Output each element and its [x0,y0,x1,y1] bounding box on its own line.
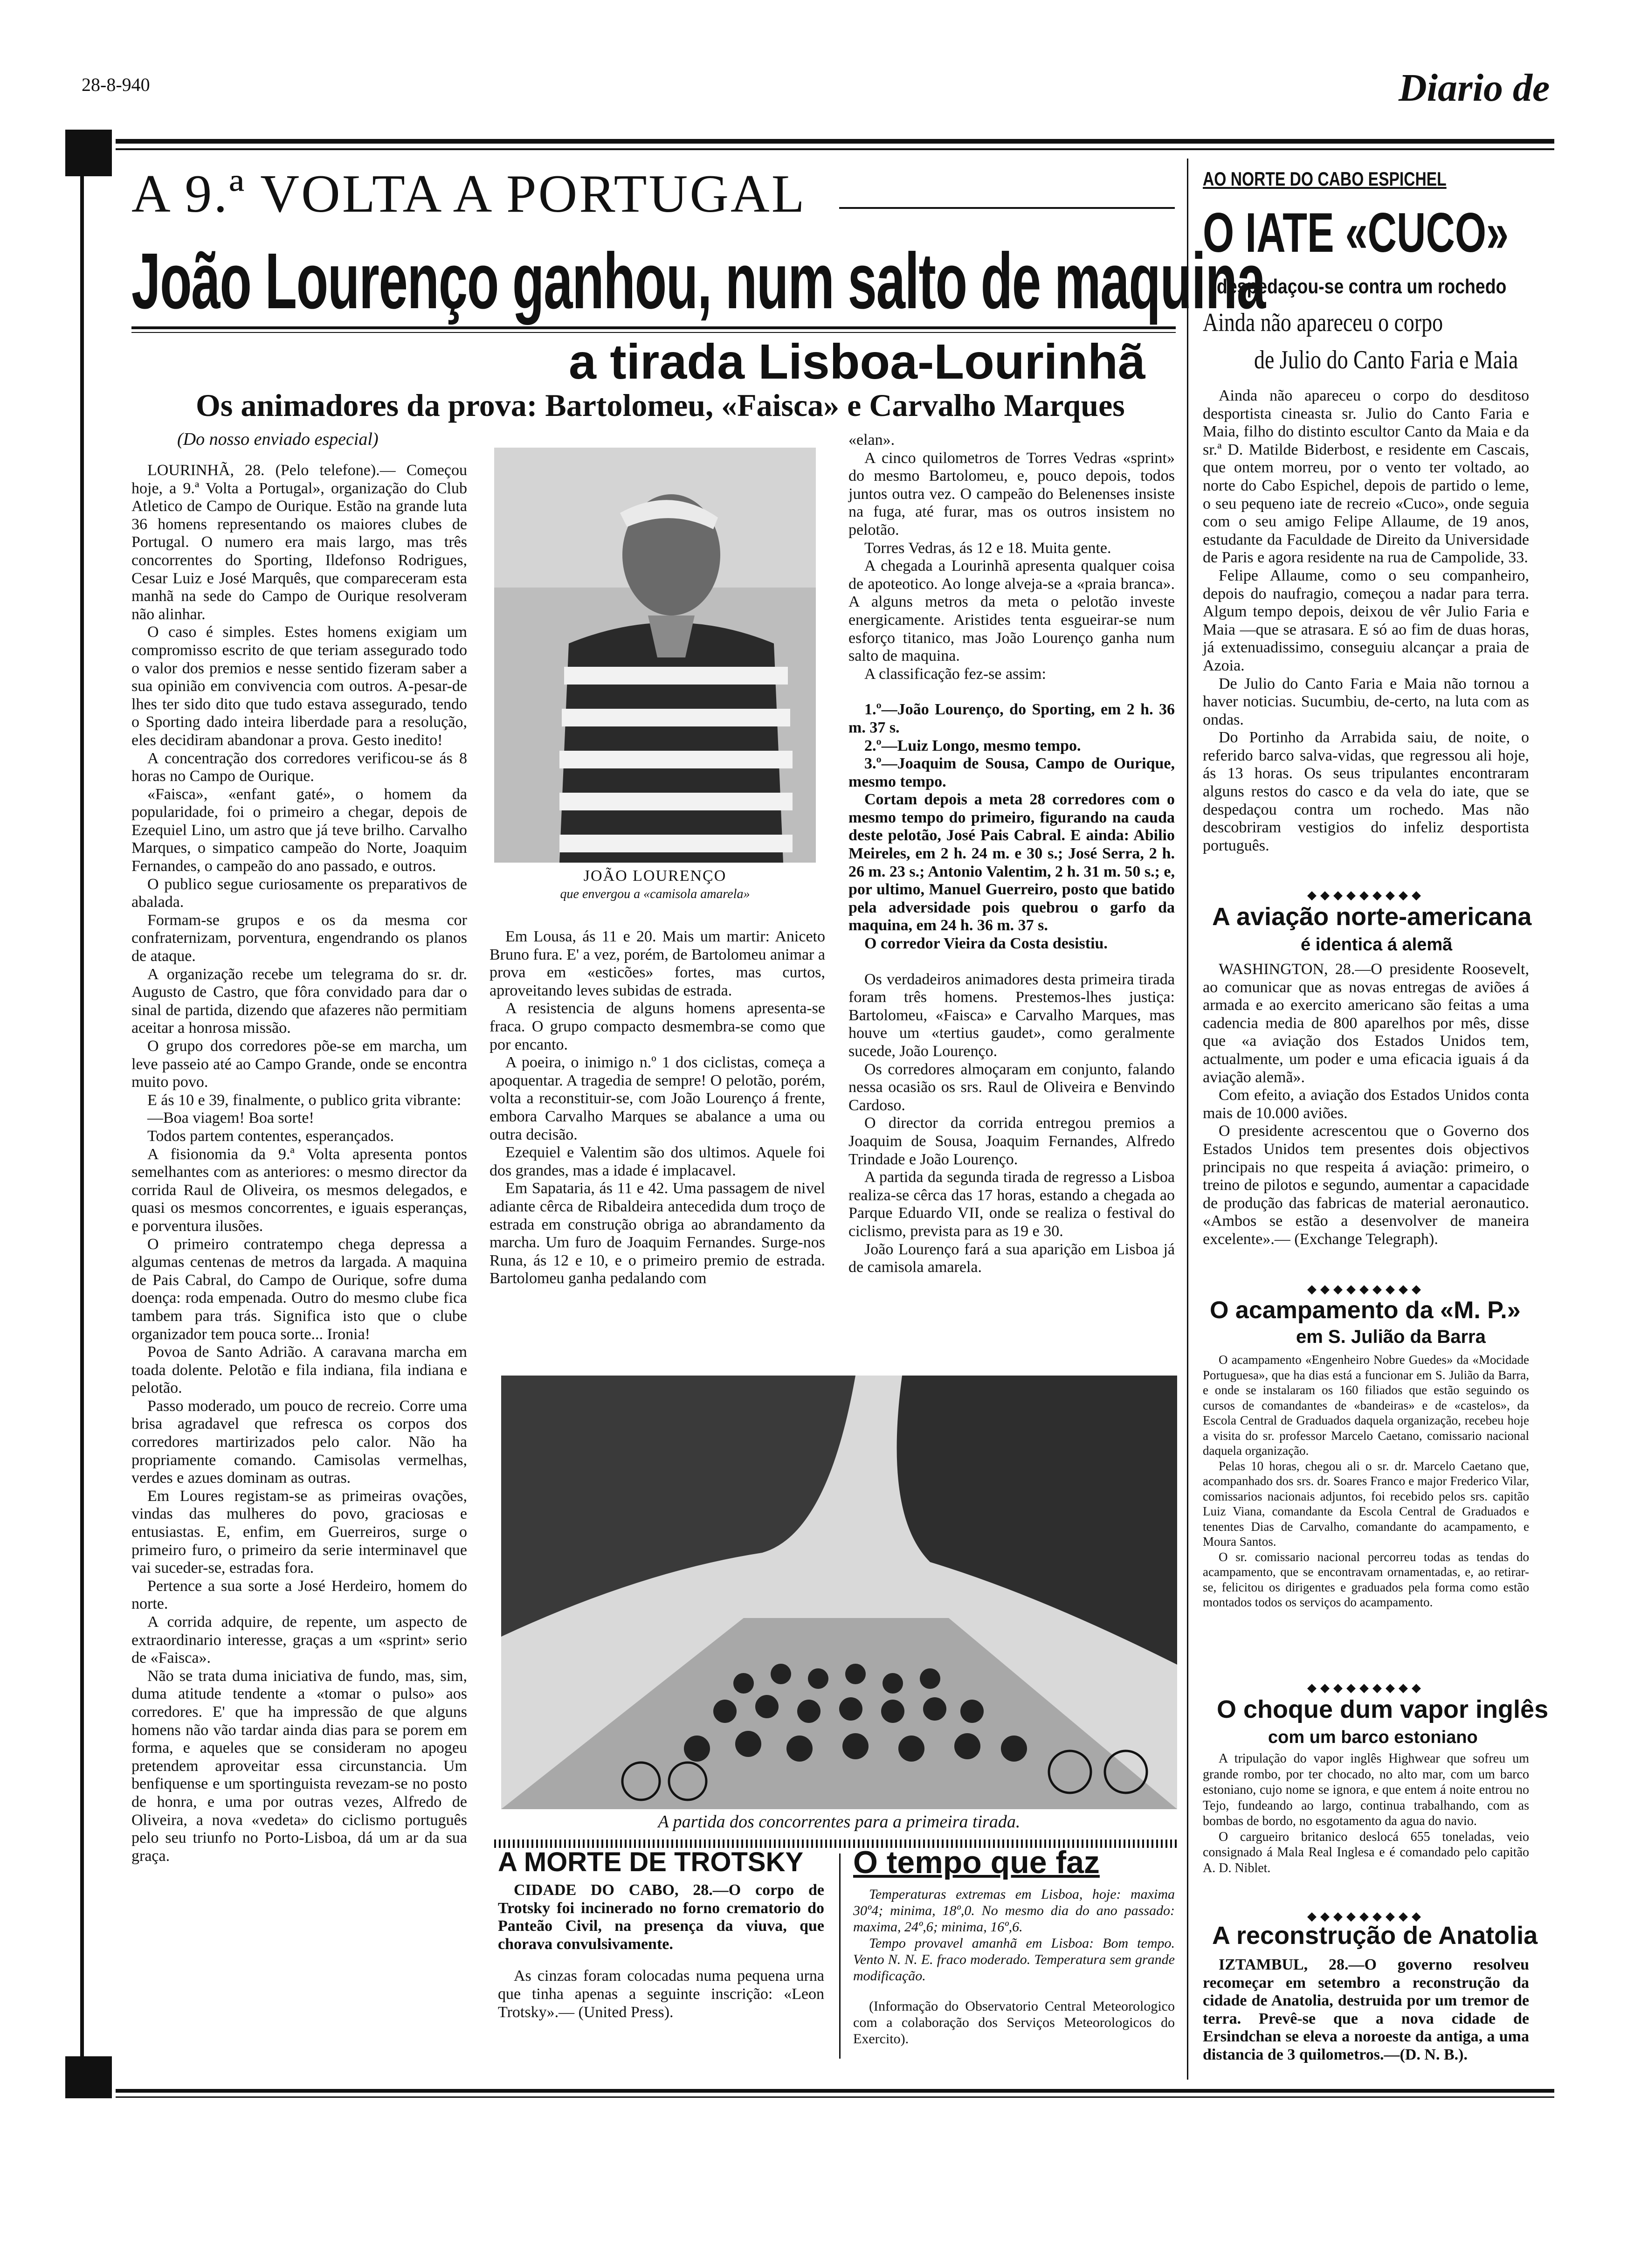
kicker-rule [839,207,1175,209]
classification-line: 1.º—João Lourenço, do Sporting, em 2 h. 36 m. 37 s. [848,701,1175,736]
headline-rule [131,326,1176,329]
column-divider [1187,159,1188,2080]
article-col-1 [131,462,467,1865]
weather-body [853,1886,1175,2047]
bottom-rule-thin [116,2096,1554,2098]
cyclist-portrait-photo [494,448,816,863]
article-paragraph: A resistencia de alguns homens apresenta-se fraca. O grupo compacto desmembra-se como que por encanto. [490,1000,825,1053]
page-date: 28-8-940 [82,74,150,95]
cuco-sub: despedaçou-se contra um rochedo [1217,275,1507,298]
paper-title: Diario de [1399,66,1550,110]
vapor-title: O choque dum vapor inglês [1217,1695,1549,1723]
article-paragraph: A fisionomia da 9.ª Volta apresenta pontos semelhantes com as anteriores: o mesmo director da corrida Raul de Oliveira, os mesmos delegados, e quasi os mesmos concorrentes, e iguais esperanças, e porventura ilusões. [131,1145,467,1235]
main-kicker: A 9.ª VOLTA A PORTUGAL [131,164,807,224]
article-paragraph: Os verdadeiros animadores desta primeira tirada foram três homens. Prestemos-lhes justiça: Bartolomeu, «Faisca» e Carvalho Marques, mas houve um «tertius gaudet», como geralmente sucede, João Lourenço. [848,970,1175,1060]
article-paragraph: LOURINHÃ, 28. (Pelo telefone).— Começou hoje, a 9.ª Volta a Portugal», organização do Club Atletico de Campo de Ourique. Estão na grande luta 36 homens representando os maiores clubes de Portugal. O numero era mais largo, mas três concorrentes do Sporting, Ildefonso Rodrigues, Cesar Luiz e José Marquês, que compareceram esta manhã na sede do Campo de Ourique resolveram não alinhar. [131,462,467,623]
trotsky-title: A MORTE DE TROTSKY [498,1847,804,1877]
anatolia-paragraph: IZTAMBUL, 28.—O governo resolveu recomeçar em setembro a reconstrução da cidade de Anatolia, destruida por um tremor de terra. Prevê-se que a nova cidade de Ersindchan se eleva a noroeste da antiga, a uma distancia de 3 quilometros.—(D. N. B.). [1203,1956,1529,2063]
bottom-rule [116,2089,1554,2093]
article-paragraph: O publico segue curiosamente os preparativos de abalada. [131,875,467,911]
main-subhead: a tirada Lisboa-Lourinhã [569,334,1145,389]
article-paragraph: Em Loures registam-se as primeiras ovações, vindas das mulheres do povo, graciosas e entusiastas. E, enfim, em Guerreiros, surge o primeiro furo, o primeiro da serie interminavel que vai suceder-se, estradas fora. [131,1487,467,1577]
article-paragraph: A organização recebe um telegrama do sr. dr. Augusto de Castro, que fôra convidado para dar o sinal de partida, dizendo que afazeres não permitiam aceitar a honrosa missão. [131,965,467,1037]
left-margin-marker [65,130,112,176]
vapor-sub: com um barco estoniano [1268,1728,1478,1747]
classification-line: Cortam depois a meta 28 corredores com o mesmo tempo do primeiro, figurando na cauda deste pelotão, José Pais Cabral. E ainda: Abilio Meireles, em 2 h. 24 m. e 30 s.; José Serra, 2 h. 26 m. 23 s.; Antonio Valentim, 2 h. 31 m. 50 s.; e, por ultimo, Manuel Guerreiro, posto que batido pela adversidade pois quebrou o garfo da maquina, em 24 h. 36 m. 37 s. [848,791,1175,934]
article-paragraph: O caso é simples. Estes homens exigiam um compromisso escrito de que teriam assegurado todo o valor dos premios e nesse sentido fizeram saber a sua opinião em convivencia com outros. A-pesar-de lhes ter sido dito que tudo estava assegurado, tendo o Sporting dado inteira liberdade para a resolução, eles decidiram abandonar a prova. Gesto inedito! [131,623,467,749]
peloton-image [501,1376,1177,1809]
aviacao-paragraph: WASHINGTON, 28.—O presidente Roosevelt, ao comunicar que as novas entregas de aviões á armada e ao exercito americano são feitas a uma cadencia media de 800 aparelhos por mês, disse que «a aviação dos Estados Unidos tem, actualmente, um poder e uma eficacia iguais á da aviação alemã». [1203,961,1529,1086]
weather-paragraph: Temperaturas extremas em Lisboa, hoje: maxima 30º4; minima, 18º,0. No mesmo dia do ano passado: maxima, 24º,6; minima, 16º,6. [853,1887,1175,1935]
aviacao-title: A aviação norte-americana [1212,903,1532,931]
vapor-paragraph: O cargueiro britanico deslocá 655 toneladas, veio consignado á Mala Real Inglesa e é comandado pelo capitão A. D. Niblet. [1203,1829,1529,1875]
article-paragraph: Em Sapataria, ás 11 e 42. Uma passagem de nivel adiante cêrca de Ribaldeira antecedida dum troço de estrada em construção obriga ao abrandamento da marcha. Um furo de Joaquim Fernandes. Surge-nos Runa, ás 12 e 10, e o primeiro premio de estrada. Bartolomeu ganha pedalando com [490,1180,825,1287]
main-headline: João Lourenço ganhou, num salto de maquina [131,237,1265,325]
acampamento-title: O acampamento da «M. P.» [1210,1297,1521,1324]
left-margin-rule [80,139,84,2097]
weather-paragraph: Tempo provavel amanhã em Lisboa: Bom tempo. Vento N. N. E. fraco moderado. Temperatura sem grande modificação. [853,1936,1175,1984]
article-paragraph: Em Lousa, ás 11 e 20. Mais um martir: Aniceto Bruno fura. E' a vez, porém, de Bartolomeu animar a prova em «esticões» fortes, mas curtos, aproveitando leves subidas de estrada. [490,928,825,999]
vapor-paragraph: A tripulação do vapor inglês Highwear que sofreu um grande rombo, por ter chocado, no alto mar, com um barco estoniano, cujo nome se ignora, e que entem á noite entrou no Tejo, fundeando ao largo, continua trabalhando, com as bombas de bordo, no esgotamento da agua do navio. [1203,1751,1529,1828]
article-paragraph: Passo moderado, um pouco de recreio. Corre uma brisa agradavel que refresca os corpos dos corredores martirizados pelo calor. Não ha propriamente comando. Camisolas vermelhas, verdes e azues dominam as outras. [131,1397,467,1487]
trotsky-paragraph: As cinzas foram colocadas numa pequena urna que tinha apenas a seguinte inscrição: «Leon Trotsky».— (United Press). [498,1967,824,2021]
article-paragraph: Ezequiel e Valentim são dos ultimos. Aquele foi dos grandes, mas a idade é implacavel. [490,1144,825,1179]
anatolia-body [1203,1956,1529,2064]
vapor-body [1203,1751,1529,1876]
peloton-photo [501,1376,1177,1809]
portrait-subcaption: que envergou a «camisola amarela» [560,887,750,901]
article-paragraph: —Boa viagem! Boa sorte! [147,1109,314,1127]
cuco-sub2a: Ainda não apareceu o corpo [1203,308,1443,337]
aviacao-paragraph: O presidente acrescentou que o Governo dos Estados Unidos tem presentes dois objectivos principais no que respeita á aviação: primeiro, o treino de pilotos e segundo, aumentar a capacidade de produção das fabricas de material aeronautico. «Ambos se estão a desenvolver de maneira excelente».— (Exchange Telegraph). [1203,1122,1529,1248]
byline: (Do nosso enviado especial) [177,429,379,449]
article-paragraph: Pertence a sua sorte a José Herdeiro, homem do norte. [131,1577,467,1613]
acampamento-paragraph: O sr. comissario nacional percorreu todas as tendas do acampamento, que se encontravam ornamentadas, e, ao retirar-se, felicitou os dirigentes e graduados pela forma como estão montados todos os serviços do acampamento. [1203,1549,1529,1609]
article-paragraph: A partida da segunda tirada de regresso a Lisboa realiza-se cêrca das 17 horas, estando a chegada ao Parque Eduardo VII, onde se realiza o festival do ciclismo, prevista para as 19 e 30. [848,1169,1175,1240]
acampamento-paragraph: O acampamento «Engenheiro Nobre Guedes» da «Mocidade Portuguesa», que ha dias está a funcionar em S. Julião da Barra, e onde se instalaram os 160 filiados que estão seguindo os cursos de comandantes de «bandeiras» e de «castelos», da Escola Central de Graduados daquela organização, recebeu hoje a visita do sr. professor Marcelo Caetano, comissario nacional daquela organização. [1203,1353,1529,1458]
article-paragraph: A classificação fez-se assim: [864,665,1046,683]
article-paragraph: Todos partem contentes, esperançados. [147,1127,394,1145]
article-paragraph: Torres Vedras, ás 12 e 18. Muita gente. [864,539,1111,557]
weather-title: O tempo que faz [853,1845,1100,1880]
headline-rule-2 [131,332,1176,333]
cuco-sub2b: de Julio do Canto Faria e Maia [1254,346,1518,374]
article-paragraph: «Faisca», «enfant gaté», o homem da popularidade, foi o primeiro a chegar, depois de Ezequiel Lino, um astro que já teve brilho. Carvalho Marques, o simpatico campeão do Norte, Joaquim Fernandes, o campeão do ano passado, e outros. [131,785,467,875]
cuco-paragraph: De Julio do Canto Faria e Maia não tornou a haver noticias. Sucumbiu, de-certo, na luta com as ondas. [1203,675,1529,728]
article-paragraph: A concentração dos corredores verificou-se ás 8 horas no Campo de Ourique. [131,749,467,785]
article-paragraph: Não se trata duma iniciativa de fundo, mas, sim, duma atitude tendente a «tomar o pulso» aos corredores. E' que ha impressão de que alguns homens não vão tardar ainda dias para se porem em forma, e aqueles que se consideram no apogeu pretendem aproveitar essa circunstancia. Um benfiquense e um sportinguista revezam-se no posto de honra, e uma por outras vezes, Alfredo de Oliveira, a nova «vedeta» do ciclismo português pelo seu triunfo no Porto-Lisboa, dá um ar da sua graça. [131,1667,467,1865]
classification-line: O corredor Vieira da Costa desistiu. [864,935,1108,953]
article-paragraph: Os corredores almoçaram em conjunto, falando nessa ocasião os srs. Raul de Oliveira e Benvindo Cardoso. [848,1060,1175,1114]
article-paragraph: João Lourenço fará a sua aparição em Lisboa já de camisola amarela. [848,1240,1175,1276]
top-rule [116,139,1554,144]
classification-line: 2.º—Luiz Longo, mesmo tempo. [864,737,1081,754]
cuco-paragraph: Felipe Allaume, como o seu companheiro, depois do naufragio, começou a nadar para terra. Algum tempo depois, deixou de vêr Julio Faria e Maia —que se atrasara. E só ao fim de duas horas, já extenuadissimo, conseguiu alcançar a praia de Azoia. [1203,567,1529,674]
classification-line: 3.º—Joaquim de Sousa, Campo de Ourique, mesmo tempo. [848,755,1175,790]
aviacao-paragraph: Com efeito, a aviação dos Estados Unidos conta mais de 10.000 aviões. [1203,1086,1529,1122]
article-paragraph: Povoa de Santo Adrião. A caravana marcha em toada dolente. Pelotão e fila indiana, fila indiana e pelotão. [131,1343,467,1397]
article-col-2 [490,928,825,1288]
acampamento-paragraph: Pelas 10 horas, chegou ali o sr. dr. Marcelo Caetano que, acompanhado dos srs. dr. Soares Franco e major Frederico Vilar, comissarios nacionais adjuntos, foi recebido pelos srs. capitão Luiz Viana, comandante da Escola Central de Graduados e tenentes Dias de Carvalho, comandante do acampamento, e Moura Santos. [1203,1459,1529,1549]
section-separator: ◆◆◆◆◆◆◆◆◆ [1307,888,1425,902]
trotsky-body [498,1881,824,2021]
peloton-caption: A partida dos concorrentes para a primeira tirada. [658,1812,1020,1832]
article-paragraph: A poeira, o inimigo n.º 1 dos ciclistas, começa a apoquentar. A tragedia de sempre! O pelotão, porém, volta a reconstituir-se, com João Lourenço á frente, embora Carvalho Marques se abalance a uma ou outra decisão. [490,1054,825,1143]
acampamento-sub: em S. Julião da Barra [1296,1327,1486,1347]
acampamento-body [1203,1352,1529,1610]
article-paragraph: Formam-se grupos e os da mesma cor confraternizam, porventura, engendrando os planos de ataque. [131,911,467,965]
section-separator: ◆◆◆◆◆◆◆◆◆ [1307,1909,1425,1923]
cuco-paragraph: Ainda não apareceu o corpo do desditoso desportista cineasta sr. Julio do Canto Faria e Maia, filho do distinto escultor Canto da Maia e da sr.ª D. Matilde Biderbost, e residente em Cascais, que ontem morreu, por o vento ter voltado, ao norte do Cabo Espichel, depois de partido o leme, o seu pequeno iate de recreio «Cuco», onde seguia com o seu amigo Felipe Allaume, de 19 anos, estudante da Faculdade de Direito da Universidade de Paris e agora residente na rua de Campolide, 33. [1203,387,1529,567]
article-paragraph: O primeiro contratempo chega depressa a algumas centenas de metros da largada. A maquina de Pais Cabral, do Campo de Ourique, sofre duma doença: roda empenada. Outro do mesmo clube fica tambem para trás. Significa isto que o clube organizador tem pouca sorte... Ironia! [131,1235,467,1343]
section-separator: ◆◆◆◆◆◆◆◆◆ [1307,1681,1425,1694]
cuco-title: O IATE «CUCO» [1203,201,1509,264]
aviacao-sub: é identica á alemã [1301,935,1453,954]
section-separator: ◆◆◆◆◆◆◆◆◆ [1307,1282,1425,1296]
cuco-body [1203,387,1529,855]
article-paragraph: A cinco quilometros de Torres Vedras «sprint» do mesmo Bartolomeu, e, pouco depois, todos juntos outra vez. O campeão do Belenenses insiste na fuga, até furar, mas os outros insistem no pelotão. [848,449,1175,539]
main-deck: Os animadores da prova: Bartolomeu, «Faisca» e Carvalho Marques [196,387,1125,423]
portrait-caption: JOÃO LOURENÇO [583,867,727,885]
aviacao-body [1203,961,1529,1249]
article-paragraph: E ás 10 e 39, finalmente, o publico grita vibrante: [147,1091,462,1109]
weather-paragraph: (Informação do Observatorio Central Meteorologico com a colaboração dos Serviços Meteorologicos do Exercito). [853,1998,1175,2047]
article-paragraph: «elan». [848,431,895,449]
article-paragraph: A chegada a Lourinhã apresenta qualquer coisa de apoteotico. Ao longe alveja-se a «praia branca». A alguns metros da meta o pelotão investe energicamente. Aristides tenta esgueirar-se num esforço titanico, mas João Lourenço ganha num salto de maquina. [848,557,1175,665]
article-paragraph: O grupo dos corredores põe-se em marcha, um leve passeio até ao Campo Grande, onde se encontra muito povo. [131,1037,467,1091]
cuco-paragraph: Do Portinho da Arrabida saiu, de noite, o referido barco salva-vidas, que regressou ali hoje, ás 13 horas. Os seus tripulantes encontraram alguns restos do casco e da vela do iate, que se despedaçou contra um rochedo. Mas não descobriram vestigios do infeliz desportista português. [1203,729,1529,854]
left-margin-marker-bottom [65,2056,112,2098]
trotsky-paragraph: CIDADE DO CABO, 28.—O corpo de Trotsky foi incinerado no forno crematorio do Panteão Civil, na presença da viuva, que chorava convulsivamente. [498,1881,824,1953]
weather-divider [839,1853,841,2059]
cuco-kicker: AO NORTE DO CABO ESPICHEL [1203,168,1447,190]
top-rule-thin [116,148,1554,150]
article-col-3 [848,431,1175,1277]
article-paragraph: O director da corrida entregou premios a Joaquim de Sousa, Joaquim Fernandes, Alfredo Trindade e João Lourenço. [848,1114,1175,1168]
cyclist-portrait-image [494,448,816,863]
anatolia-title: A reconstrução de Anatolia [1212,1922,1538,1950]
article-paragraph: A corrida adquire, de repente, um aspecto de extraordinario interesse, graças a um «sprint» serio de «Faisca». [131,1613,467,1667]
